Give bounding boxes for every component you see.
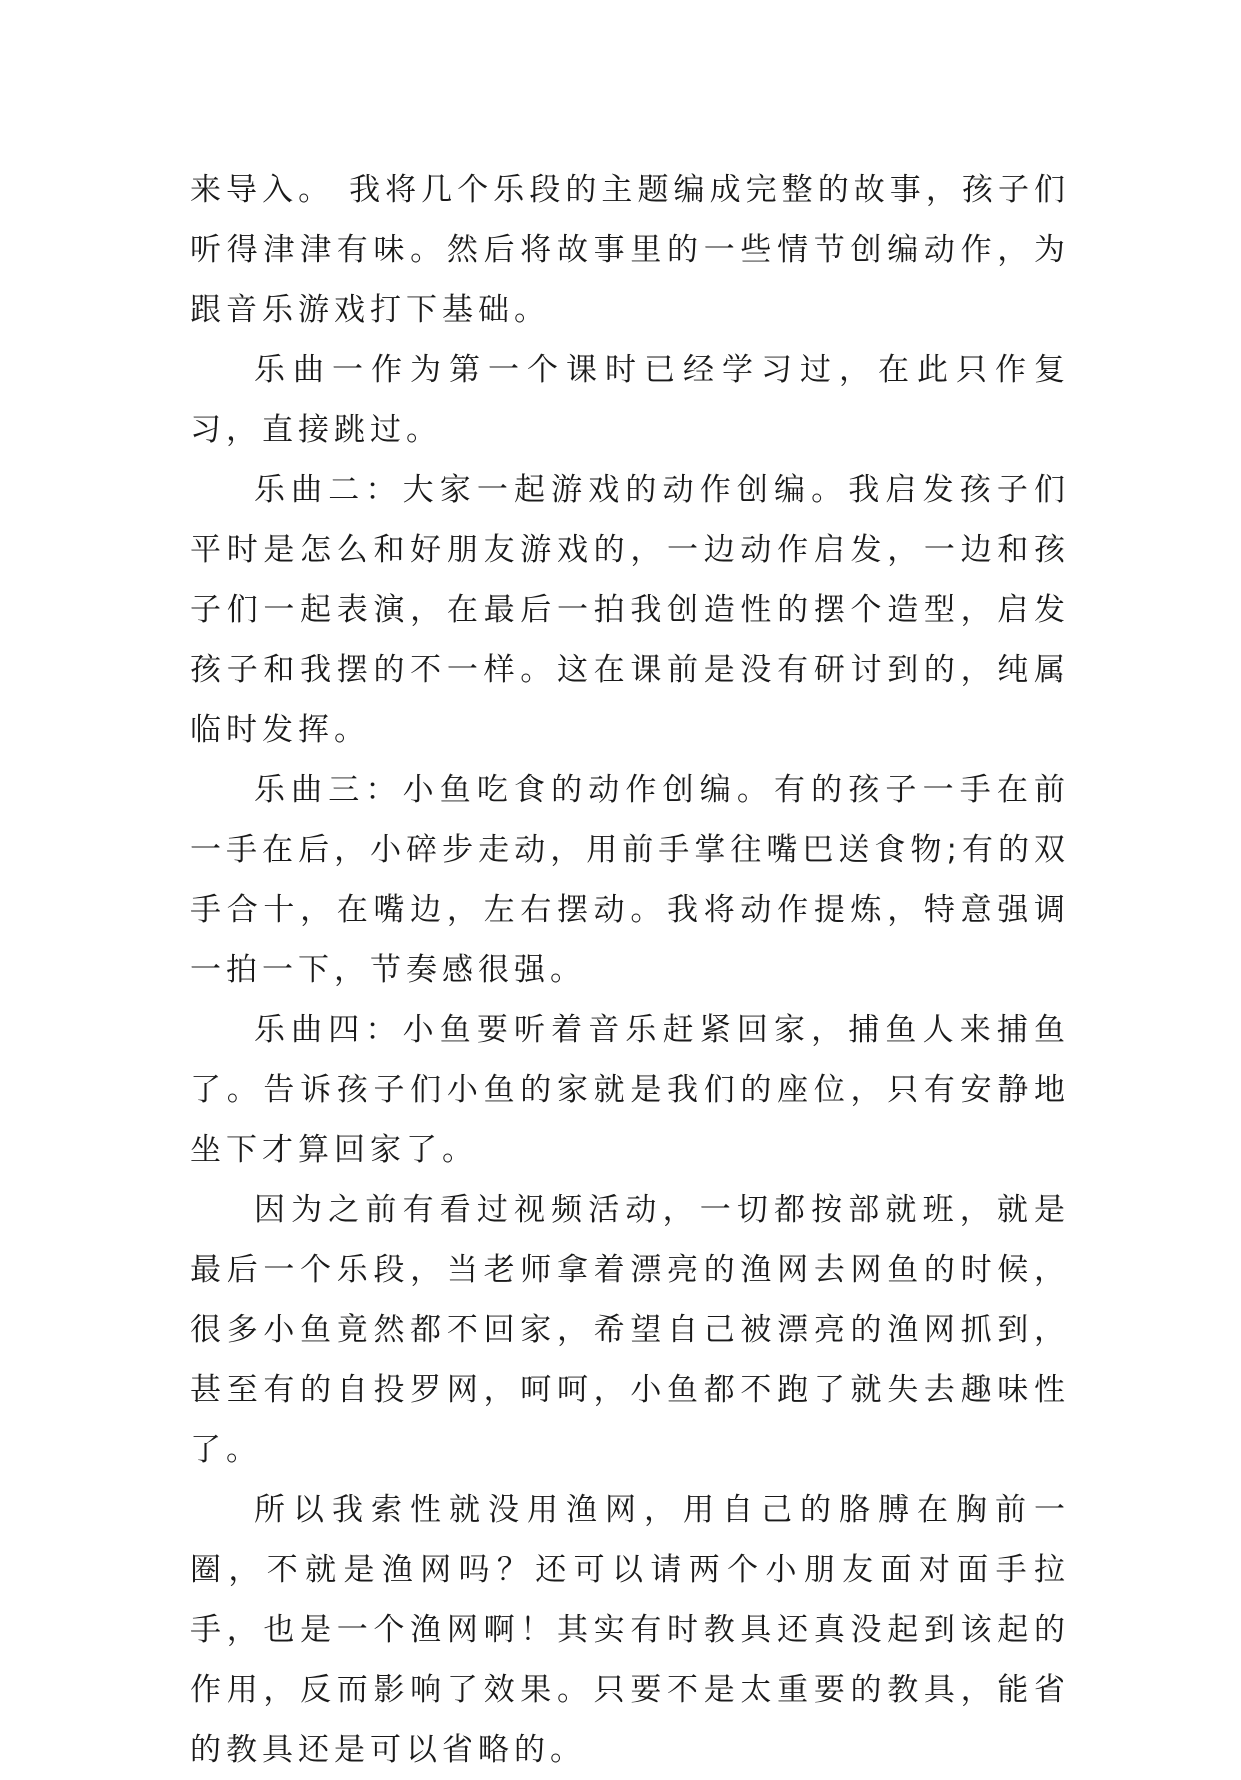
paragraph-1: 来导入。 我将几个乐段的主题编成完整的故事，孩子们听得津津有味。然后将故事里的一些情节创编动作，为跟音乐游戏打下基础。	[190, 172, 1070, 328]
paragraph-2: 乐曲一作为第一个课时已经学习过，在此只作复习，直接跳过。	[190, 352, 1070, 448]
document-body	[190, 160, 1070, 1780]
paragraph-7: 所以我索性就没用渔网，用自己的胳膊在胸前一圈，不就是渔网吗？还可以请两个小朋友面对面手拉手，也是一个渔网啊！其实有时教具还真没起到该起的作用，反而影响了效果。只要不是太重要的教具，能省的教具还是可以省略的。	[190, 1492, 1070, 1768]
paragraph-6: 因为之前有看过视频活动，一切都按部就班，就是最后一个乐段，当老师拿着漂亮的渔网去网鱼的时候，很多小鱼竟然都不回家，希望自己被漂亮的渔网抓到，甚至有的自投罗网，呵呵，小鱼都不跑了就失去趣味性了。	[190, 1192, 1070, 1468]
paragraph-3: 乐曲二：大家一起游戏的动作创编。我启发孩子们平时是怎么和好朋友游戏的，一边动作启发，一边和孩子们一起表演，在最后一拍我创造性的摆个造型，启发孩子和我摆的不一样。这在课前是没有研讨到的，纯属临时发挥。	[190, 472, 1070, 748]
paragraph-5: 乐曲四：小鱼要听着音乐赶紧回家，捕鱼人来捕鱼了。告诉孩子们小鱼的家就是我们的座位，只有安静地坐下才算回家了。	[190, 1012, 1070, 1168]
paragraph-4: 乐曲三：小鱼吃食的动作创编。有的孩子一手在前一手在后，小碎步走动，用前手掌往嘴巴送食物;有的双手合十，在嘴边，左右摆动。我将动作提炼，特意强调一拍一下，节奏感很强。	[190, 772, 1070, 988]
